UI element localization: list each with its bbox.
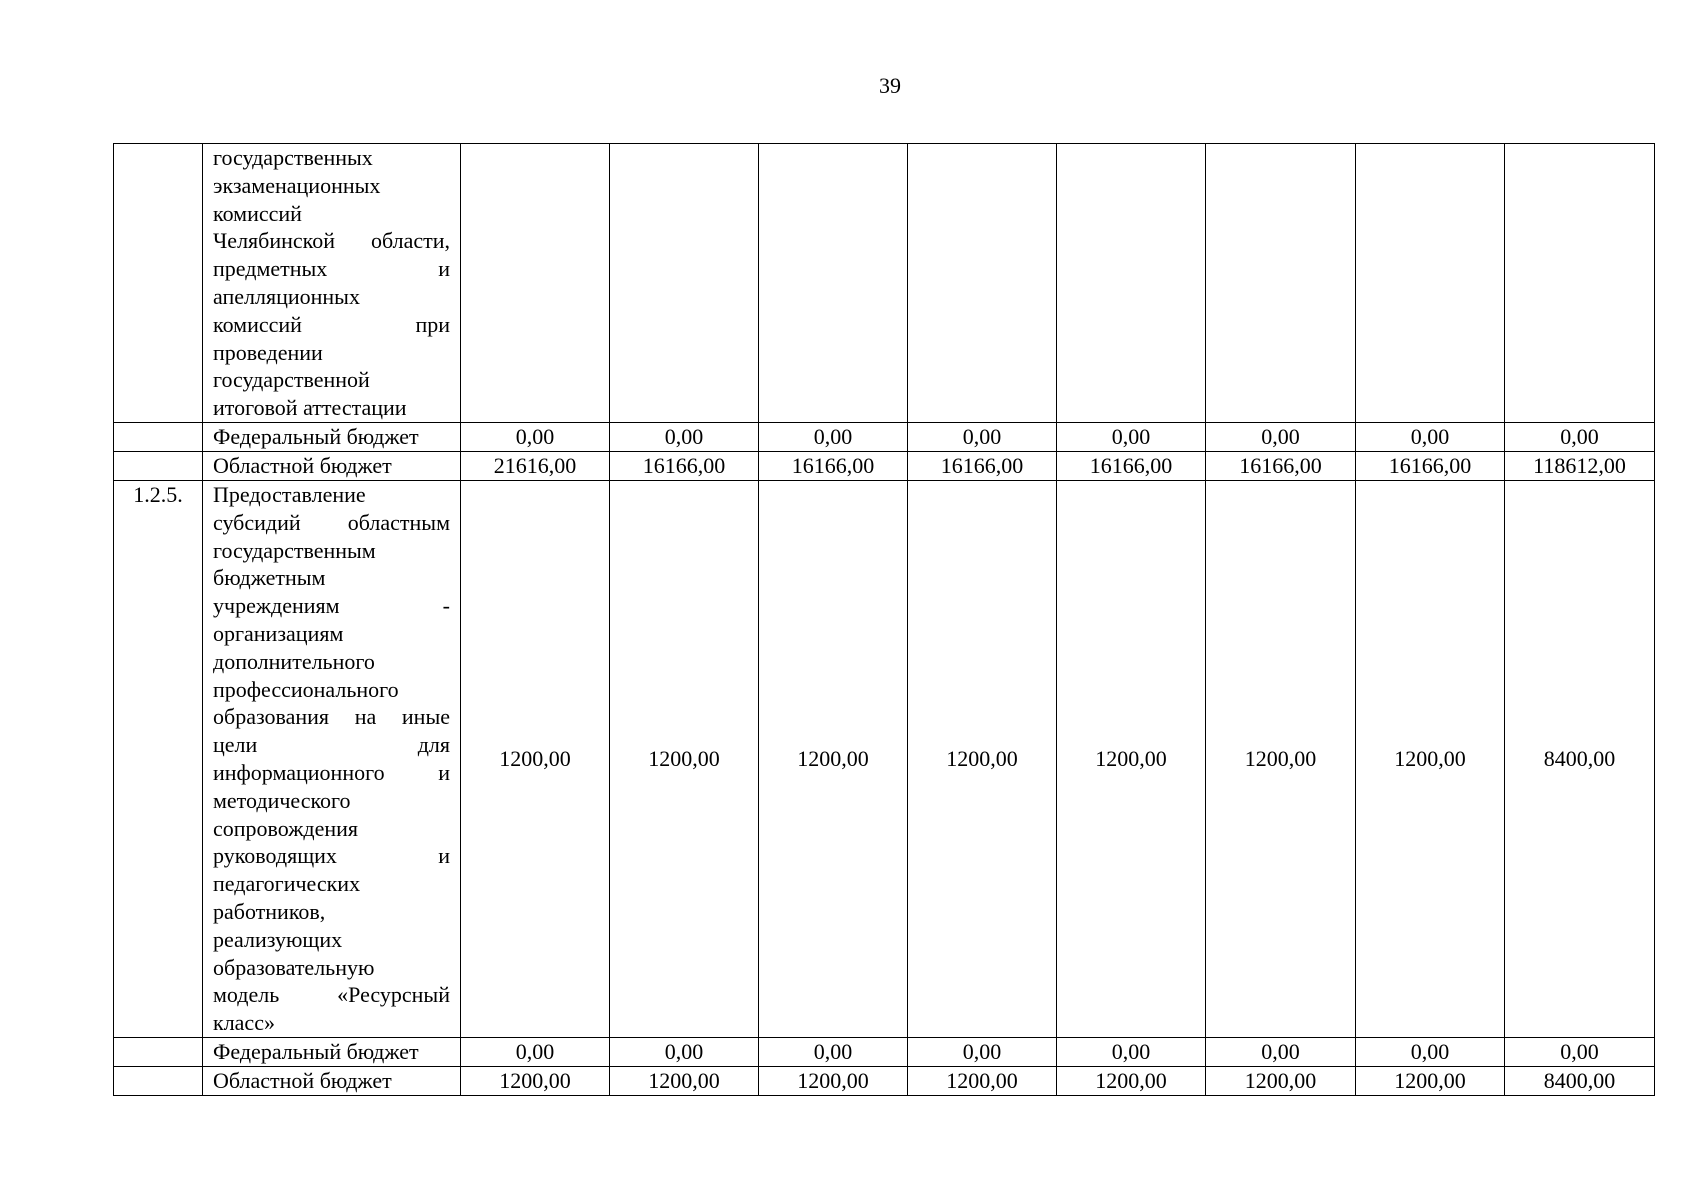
value-cell: 16166,00 — [610, 451, 759, 480]
value-cell — [1206, 144, 1356, 423]
value-cell: 1200,00 — [610, 1066, 759, 1095]
value-cell: 1200,00 — [1356, 1066, 1505, 1095]
row-index — [114, 144, 203, 423]
source-label: Областной бюджет — [203, 451, 461, 480]
value-cell: 1200,00 — [908, 1066, 1057, 1095]
value-cell: 0,00 — [759, 1037, 908, 1066]
source-label: Федеральный бюджет — [203, 422, 461, 451]
table-row-continued-description — [114, 144, 1655, 423]
value-cell: 21616,00 — [461, 451, 610, 480]
row-index: 1.2.5. — [114, 480, 203, 1037]
value-cell: 1200,00 — [1206, 480, 1356, 1037]
description-line: проведении — [213, 339, 323, 365]
value-cell-total: 0,00 — [1505, 422, 1655, 451]
value-cell: 0,00 — [461, 1037, 610, 1066]
budget-table — [113, 143, 1655, 1096]
value-cell — [908, 144, 1057, 423]
value-cell: 16166,00 — [908, 451, 1057, 480]
value-cell: 0,00 — [1206, 422, 1356, 451]
source-label: Областной бюджет — [203, 1066, 461, 1095]
table-row-federal-budget — [114, 422, 1655, 451]
description-line: бюджетным — [213, 565, 326, 591]
table-row-federal-budget — [114, 1037, 1655, 1066]
value-cell: 1200,00 — [461, 480, 610, 1037]
value-cell: 0,00 — [1057, 1037, 1206, 1066]
value-cell: 1200,00 — [1057, 480, 1206, 1037]
value-cell: 0,00 — [610, 1037, 759, 1066]
table-row-item-1-2-5 — [114, 480, 1655, 1037]
row-index-empty — [114, 1066, 203, 1095]
value-cell: 1200,00 — [759, 480, 908, 1037]
value-cell: 0,00 — [1057, 422, 1206, 451]
value-cell — [759, 144, 908, 423]
value-cell-total: 8400,00 — [1505, 480, 1655, 1037]
value-cell: 1200,00 — [759, 1066, 908, 1095]
value-cell-total: 8400,00 — [1505, 1066, 1655, 1095]
row-description — [203, 480, 461, 1037]
description-line: информационного и — [213, 759, 450, 785]
value-cell: 0,00 — [1356, 422, 1505, 451]
description-line: Челябинской области, — [213, 228, 450, 254]
description-line: государственной — [213, 367, 370, 393]
description-line: организациям — [213, 620, 344, 646]
table-row-regional-budget — [114, 451, 1655, 480]
description-line: комиссий — [213, 200, 302, 226]
value-cell: 1200,00 — [1206, 1066, 1356, 1095]
value-cell — [1057, 144, 1206, 423]
row-index-empty — [114, 422, 203, 451]
value-cell-total: 118612,00 — [1505, 451, 1655, 480]
value-cell — [461, 144, 610, 423]
description-line: предметных и — [213, 256, 450, 282]
row-index-empty — [114, 451, 203, 480]
description-line: образовательную — [213, 954, 375, 980]
description-line: педагогических — [213, 871, 361, 897]
value-cell: 1200,00 — [908, 480, 1057, 1037]
value-cell: 1200,00 — [610, 480, 759, 1037]
value-cell: 0,00 — [1356, 1037, 1505, 1066]
source-label: Федеральный бюджет — [203, 1037, 461, 1066]
description-line: руководящих и — [213, 843, 450, 869]
description-line: реализующих — [213, 926, 343, 952]
description-line: класс» — [213, 1010, 275, 1036]
description-line: государственных — [213, 145, 373, 170]
value-cell — [610, 144, 759, 423]
value-cell-total: 0,00 — [1505, 1037, 1655, 1066]
value-cell: 16166,00 — [1057, 451, 1206, 480]
value-cell: 16166,00 — [1356, 451, 1505, 480]
description-line: дополнительного — [213, 648, 375, 674]
table-row-regional-budget — [114, 1066, 1655, 1095]
value-cell: 16166,00 — [1206, 451, 1356, 480]
description-line: профессионального — [213, 676, 399, 702]
description-line: государственным — [213, 537, 376, 563]
value-cell: 0,00 — [908, 1037, 1057, 1066]
value-cell: 1200,00 — [1057, 1066, 1206, 1095]
description-line: методического — [213, 787, 351, 813]
description-line: образования на иные — [213, 704, 450, 730]
value-cell: 1200,00 — [461, 1066, 610, 1095]
page-number: 39 — [879, 73, 901, 98]
description-line: сопровождения — [213, 815, 359, 841]
description-line: комиссий при — [213, 311, 450, 337]
value-cell: 1200,00 — [1356, 480, 1505, 1037]
value-cell: 0,00 — [908, 422, 1057, 451]
description-line: экзаменационных — [213, 172, 381, 198]
description-line: работников, — [213, 898, 326, 924]
description-line: апелляционных — [213, 283, 360, 309]
value-cell-total — [1505, 144, 1655, 423]
value-cell: 0,00 — [461, 422, 610, 451]
description-line: учреждениям - — [213, 593, 450, 619]
description-line: итоговой аттестации — [213, 395, 407, 421]
value-cell: 0,00 — [759, 422, 908, 451]
description-line: Предоставление — [213, 481, 366, 507]
value-cell: 0,00 — [1206, 1037, 1356, 1066]
row-index-empty — [114, 1037, 203, 1066]
value-cell — [1356, 144, 1505, 423]
description-line: модель «Ресурсный — [213, 982, 450, 1008]
value-cell: 0,00 — [610, 422, 759, 451]
description-line: субсидий областным — [213, 509, 450, 535]
value-cell: 16166,00 — [759, 451, 908, 480]
description-line: цели для — [213, 732, 450, 758]
row-description — [203, 144, 461, 423]
